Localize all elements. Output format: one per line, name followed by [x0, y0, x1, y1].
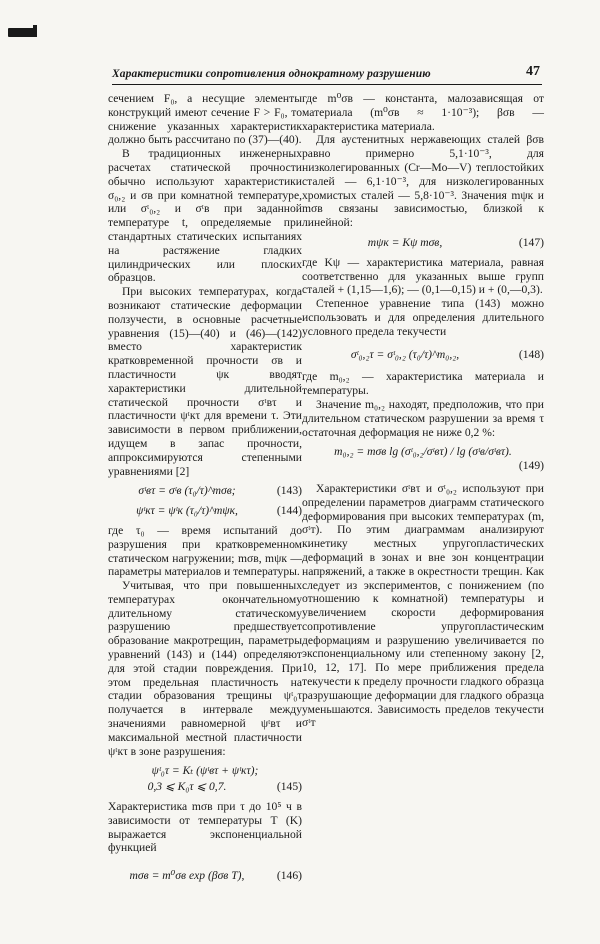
- running-header: Характеристики сопротивления однократному разрушению: [112, 68, 431, 80]
- paragraph: Значение m₀,₂ находят, предположив, что при длительном статическом разрушении за время τ остаточная деформация не ниже 0,2 %:: [302, 397, 544, 439]
- paragraph: Характеристики σᵗвτ и σᵗ₀,₂ используют при определении параметров диаграмм статического деформирования при высоких температурах (m, σᵗт). По этим диаграммам анализируют кинетику местных упругопластических деформаций в зонах и вне зон концентрации напряжений, а также в окрестности трещин. Как следует из экспериментов, с понижением (по отношению к комнатной) температуры и увеличением скорости деформирования сопротивление упругопластическим деформациям и разрушению увеличивается по экспоненциальному или степенному закону [2, 10, 12, 17]. По мере приближения предела текучести к пределу прочности гладкого образца разрушающие деформации для гладкого образца уменьшаются. Зависимость пределов текучести σᵗт: [302, 481, 544, 730]
- equation-149: [302, 445, 544, 473]
- equation-formula: m₀,₂ = mσв lg (σᵗ₀,₂/σᵗвτ) / lg (σᵗв/σᵗвτ).: [334, 445, 512, 459]
- equation-condition: 0,3 ⩽ K₀τ ⩽ 0,7.: [147, 780, 227, 794]
- equation-number: (147): [518, 235, 544, 249]
- equation-143: [108, 484, 302, 498]
- equation-number: (143): [276, 484, 302, 498]
- equation-147: [302, 236, 544, 250]
- paragraph: Учитывая, что при повышенных температурах окончательному длительному статическому разрушению предшествует образование макротрещин, параметры уравнений (143) и (144) определяют для этой стадии повреждения. При этом предельная пластичность на стадии образования трещины ψᵗ₀τ получается в интервале между значениями равномерной ψᵗвτ и максимальной местной пластичности ψᵗкτ в зоне разрушения:: [108, 579, 302, 758]
- paragraph: где m₀,₂ — характеристика материала и температуры.: [302, 370, 544, 398]
- printer-mark-icon: [8, 28, 34, 37]
- paragraph: сечением F₀, а несущие элементы конструкций имеют сечение F > F₀, то снижение указанных характеристик должно быть рассчитано по (37)—(40).: [108, 92, 302, 147]
- equation-number: (148): [518, 347, 544, 361]
- equation-number: (149): [518, 459, 544, 473]
- equation-formula: σᵗ₀,₂τ = σᵗ₀,₂ (τ₀/τ)^m₀,₂,: [350, 347, 460, 361]
- equation-148: [302, 348, 544, 362]
- page-number: 47: [526, 64, 540, 79]
- header-rule: [112, 84, 542, 85]
- equation-formula: mσв = m⁰σв exp (βσв T),: [129, 869, 245, 883]
- right-column: [302, 92, 544, 730]
- paragraph: В традиционных инженерных расчетах статической прочности обычно используют характеристики σ₀,₂ и σв при комнатной температуре, или σᵗ₀,₂ и σᵗв при заданной температуре t, определяемые при стандартных статических испытаниях на растяжение гладких цилиндрических или плоских образцов.: [108, 147, 302, 285]
- equation-formula: mψк = Kψ mσв,: [367, 235, 443, 249]
- paragraph: где τ₀ — время испытаний до разрушения при кратковременном статическом нагружении; mσв, mψк — параметры материалов и температуры.: [108, 523, 302, 579]
- paragraph: где Kψ — характеристика материала, равная соответственно для указанных выше групп сталей + (1,15—1,6); — (0,1—0,15) и + (0,—0,3).: [302, 255, 544, 297]
- equation-number: (145): [276, 780, 302, 794]
- equation-145: [108, 764, 302, 794]
- equation-formula: ψᵗ₀τ = Kₜ (ψᵗвτ + ψᵗкτ);: [151, 764, 259, 778]
- paragraph: Степенное уравнение типа (143) можно использовать и для определения длительного условного предела текучести: [302, 297, 544, 338]
- equation-formula: σᵗвτ = σᵗв (τ₀/τ)^mσв;: [138, 484, 236, 498]
- paragraph: Для аустенитных нержавеющих сталей βσв равно примерно 5,1·10⁻³, для низколегированных (Cr—Mo—V) теплостойких сталей — 6,1·10⁻³, для низколегированных хромистых сталей — 5,8·10⁻³. Значения mψк и mσв связаны зависимостью, близкой к линейной:: [302, 133, 544, 230]
- paragraph: При высоких температурах, когда возникают статические деформации ползучести, в основные расчетные уравнения (15)—(40) и (46)—(142) вместо характеристик кратковременной прочности σв и пластичности ψк вводят характеристики длительной статической прочности σᵗвτ и пластичности ψᵗкτ для времени τ. Эти зависимости в первом приближении, идущем в запас прочности, аппроксимируются степенными уравнениями [2]: [108, 285, 302, 478]
- paragraph: где m⁰σв — константа, малозависящая от материала (m⁰σв ≈ 1·10⁻³); βσв — характеристика материала.: [302, 92, 544, 133]
- equation-formula: ψᵗкτ = ψᵗк (τ₀/τ)^mψк,: [136, 504, 238, 518]
- equation-146: [108, 869, 302, 883]
- paragraph: Характеристика mσв при τ до 10⁵ ч в зависимости от температуры T (K) выражается экспоненциальной функцией: [108, 800, 302, 855]
- equation-144: [108, 504, 302, 518]
- equation-number: (146): [276, 869, 302, 883]
- equation-number: (144): [276, 504, 302, 518]
- left-column: [108, 92, 302, 889]
